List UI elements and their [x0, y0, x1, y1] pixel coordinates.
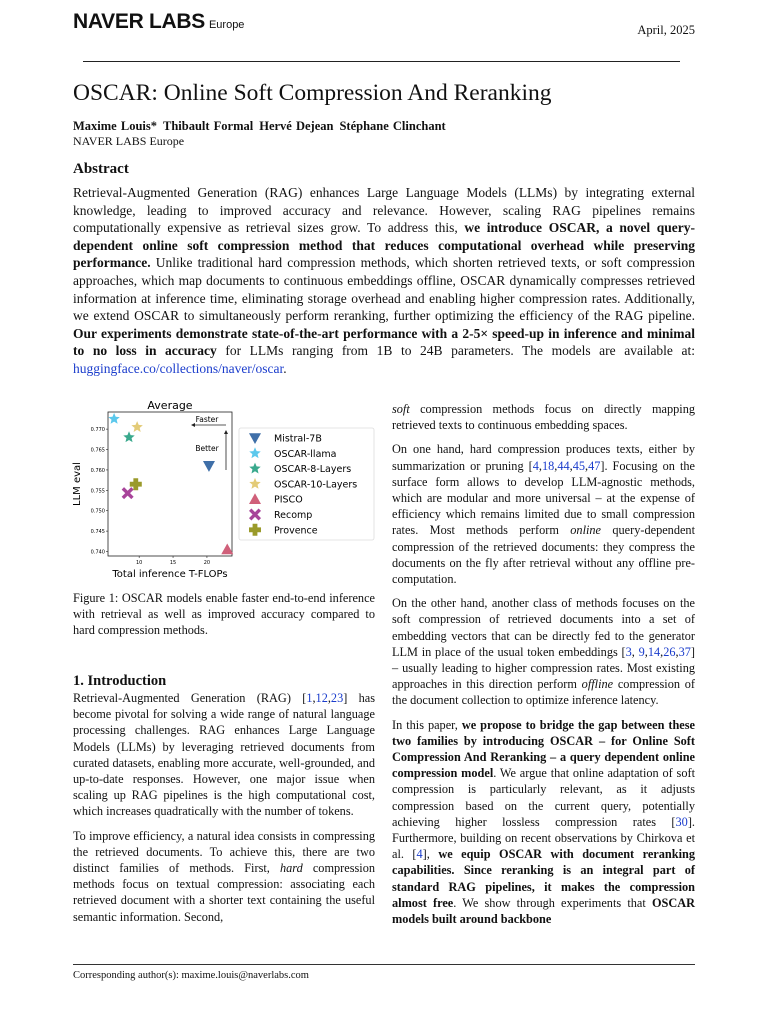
naver-labs-logo: [73, 10, 244, 34]
text-segment: Unlike traditional hard compression methods, which shorten retrieved texts, or soft compression approaches, which map documents to continuous embeddings offline, OSCAR dynamically compresses retrieved information at inference time, eliminating storage overhead and enabling higher compression rates. Additionally, we extend OSCAR to simultaneously perform reranking, further optimizing the efficiency of the RAG pipeline.: [73, 255, 695, 324]
text-segment: we propose to bridge the gap between these two families by introducing OSCAR – for Online Soft Compression And Reranking – a query dependent online compression model: [392, 717, 696, 781]
text-segment: . We argue that online adaptation of soft compression is particularly relevant, as it adjusts compression based on the current query, potentially achieving higher lossless compression rates [: [392, 766, 695, 829]
citation-link[interactable]: 12: [315, 691, 328, 705]
legend-label: Recomp: [274, 510, 313, 521]
figure-caption: Figure 1: OSCAR models enable faster end-to-end inference with retrieval as well as improved accuracy compared to hard compression methods.: [73, 591, 375, 638]
publication-date: April, 2025: [637, 23, 695, 37]
x-tick-label: 20: [203, 560, 211, 566]
text-segment: .: [283, 360, 287, 376]
citation-link[interactable]: 45: [572, 458, 585, 473]
corresponding-author-footnote: Corresponding author(s): maxime.louis@naverlabs.com: [73, 970, 309, 981]
data-point-pisco: [221, 543, 233, 554]
text-segment: Retrieval-Augmented Generation (RAG) [: [73, 691, 307, 705]
data-point-recomp: [122, 487, 134, 499]
legend-label: OSCAR-8-Layers: [274, 464, 352, 476]
text-segment: compression methods focus on textual compression: associating each retrieved document with a shorter text containing the useful semantic information. Second,: [73, 861, 375, 924]
annotation-better: Better: [195, 444, 219, 453]
citation-link[interactable]: 14: [647, 644, 661, 659]
data-point-oscar-llama: [108, 413, 119, 424]
text-segment: ,: [569, 458, 573, 473]
legend-label: Mistral-7B: [274, 433, 322, 445]
text-segment: compression of the document collection to optimize inference latency.: [392, 677, 695, 708]
section-heading-introduction: 1. Introduction: [73, 673, 167, 689]
text-segment: ] has become pivotal for solving a wide range of natural language processing challenges. RAG enhances Large Language Models (LLMs) by leveraging retrieved documents from curated datasets, enabling more accurate, well-grounded, and up-to-date responses. However, one major issue when scaling up RAG pipelines is the high computational cost, which increases quadratically with the number of tokens.: [73, 691, 376, 819]
paragraph: [73, 828, 375, 925]
citation-link[interactable]: 9: [638, 644, 645, 659]
plot-frame: [108, 412, 232, 556]
paragraph: [392, 717, 695, 928]
data-point-oscar-8-layers: [123, 431, 134, 442]
citation-link[interactable]: 4: [532, 458, 539, 473]
text-segment: ,: [660, 644, 664, 659]
legend-label: Provence: [274, 525, 318, 537]
x-axis-label: Total inference T-FLOPs: [112, 569, 228, 580]
text-segment: OSCAR models built around backbone: [392, 895, 695, 927]
x-tick-label: 15: [169, 560, 177, 566]
y-tick-label: 0.765: [90, 447, 105, 454]
text-segment: To improve efficiency, a natural idea consists in compressing the retrieved documents. To achieve this, there are two distinct families of methods. First,: [73, 828, 375, 876]
text-segment: ]. Furthermore, building on recent observations by Chirkova et al. [: [392, 814, 695, 862]
header-divider: [83, 61, 680, 62]
text-segment: ,: [554, 458, 558, 473]
faster-arrow-head: [191, 423, 195, 427]
right-column-text: [392, 401, 695, 935]
figure-1-chart: [70, 395, 380, 585]
citation-link[interactable]: 18: [541, 458, 555, 473]
y-tick-label: 0.755: [90, 488, 105, 495]
text-segment: we introduce OSCAR, a novel query-dependent online soft compression method that reduces computational overhead while preserving performance.: [73, 220, 696, 271]
chart-title: Average: [147, 399, 193, 412]
better-arrow-head: [224, 430, 228, 434]
text-segment: Retrieval-Augmented Generation (RAG) enhances Large Language Models (LLMs) by integrating external knowledge, leading to improved accuracy and relevance. However, scaling RAG pipelines remains computationally expensive as retrieval sizes grow. To address this,: [73, 185, 695, 236]
text-segment: hard: [279, 861, 303, 876]
text-segment: online: [570, 523, 602, 538]
text-segment: compression methods focus on directly mapping retrieved texts to continuous embedding spaces.: [392, 402, 695, 433]
text-segment: Our experiments demonstrate state-of-the-art performance with a 2-5× speed-up in inference and minimal to no loss in accuracy: [73, 325, 695, 359]
x-tick-label: 10: [135, 560, 143, 566]
y-tick-label: 0.760: [90, 467, 105, 474]
text-segment: ,: [585, 458, 589, 473]
paragraph: [392, 595, 695, 708]
author: Stéphane Clinchant: [339, 119, 446, 133]
text-segment: ,: [538, 458, 542, 473]
logo-text: NAVER LABS: [73, 10, 205, 33]
text-segment: ,: [312, 691, 316, 705]
affiliation: NAVER LABS Europe: [73, 134, 185, 148]
data-point-oscar-10-layers: [131, 421, 142, 432]
author: Hervé Dejean: [259, 119, 334, 133]
text-segment: ],: [422, 847, 439, 862]
legend-label: PISCO: [274, 494, 303, 506]
paragraph: [392, 441, 695, 587]
text-segment: ] – usually leading to higher compression rates. Most existing approaches in this direction perform: [392, 644, 695, 692]
citation-link[interactable]: 37: [678, 644, 691, 659]
y-tick-label: 0.750: [90, 508, 105, 515]
citation-link[interactable]: 4: [416, 847, 423, 862]
paper-title: OSCAR: Online Soft Compression And Reranking: [73, 80, 552, 106]
author: Thibault Formal: [162, 119, 254, 133]
citation-link[interactable]: 1: [306, 691, 313, 705]
text-segment: ,: [631, 644, 639, 659]
citation-link[interactable]: 23: [330, 691, 344, 705]
data-point-mistral-7b: [203, 461, 215, 472]
link[interactable]: huggingface.co/collections/naver/oscar: [73, 360, 284, 376]
annotation-faster: Faster: [195, 415, 219, 424]
y-tick-label: 0.745: [90, 529, 105, 536]
abstract-text: [73, 184, 695, 378]
author: Maxime Louis*: [73, 119, 157, 133]
y-tick-label: 0.770: [90, 427, 105, 434]
text-segment: soft: [392, 402, 410, 416]
y-axis-label: LLM eval: [72, 462, 83, 506]
text-segment: for LLMs ranging from 1B to 24B parameters. The models are available at:: [216, 343, 695, 359]
citation-link[interactable]: 3: [625, 644, 632, 659]
y-tick-label: 0.740: [90, 549, 105, 556]
citation-link[interactable]: 26: [663, 644, 676, 659]
text-segment: In this paper,: [392, 717, 462, 732]
left-column-text: [73, 690, 375, 933]
paragraph: [392, 401, 695, 433]
text-segment: ]. Focusing on the surface form allows to develop LLM-agnostic methods, which are modular and more universal – at the expense of efficiency which remains limited due to small compression rates. Most methods perform: [392, 458, 695, 538]
citation-link[interactable]: 47: [588, 458, 601, 473]
citation-link[interactable]: 44: [557, 458, 570, 473]
text-segment: we equip OSCAR with document reranking capabilities. Since reranking is an integral part of standard RAG pipelines, it makes the compression almost free: [392, 847, 695, 910]
author-list: [73, 119, 452, 134]
logo-subtext: Europe: [208, 19, 245, 31]
text-segment: On one hand, hard compression produces texts, either by summarization or pruning [: [392, 442, 695, 473]
legend-label: OSCAR-llama: [274, 448, 337, 460]
citation-link[interactable]: 30: [675, 814, 688, 829]
text-segment: ,: [644, 644, 648, 659]
text-segment: offline: [581, 677, 614, 692]
paragraph: [73, 690, 375, 820]
text-segment: query-dependent compression of the retrieved documents: they compress the documents on the fly after retrieval without any offline pre-computation.: [392, 523, 695, 587]
text-segment: . We show through experiments that: [453, 895, 652, 910]
abstract-heading: Abstract: [73, 161, 129, 177]
text-segment: On the other hand, another class of methods focuses on the soft compression of retrieved documents into a set of embedding vectors that can be directly fed to the generator LLM in place of the usual token embeddings [: [392, 596, 695, 659]
legend-label: OSCAR-10-Layers: [274, 479, 358, 491]
text-segment: ,: [327, 691, 331, 705]
footer-divider: [73, 964, 695, 965]
text-segment: ,: [675, 644, 679, 659]
